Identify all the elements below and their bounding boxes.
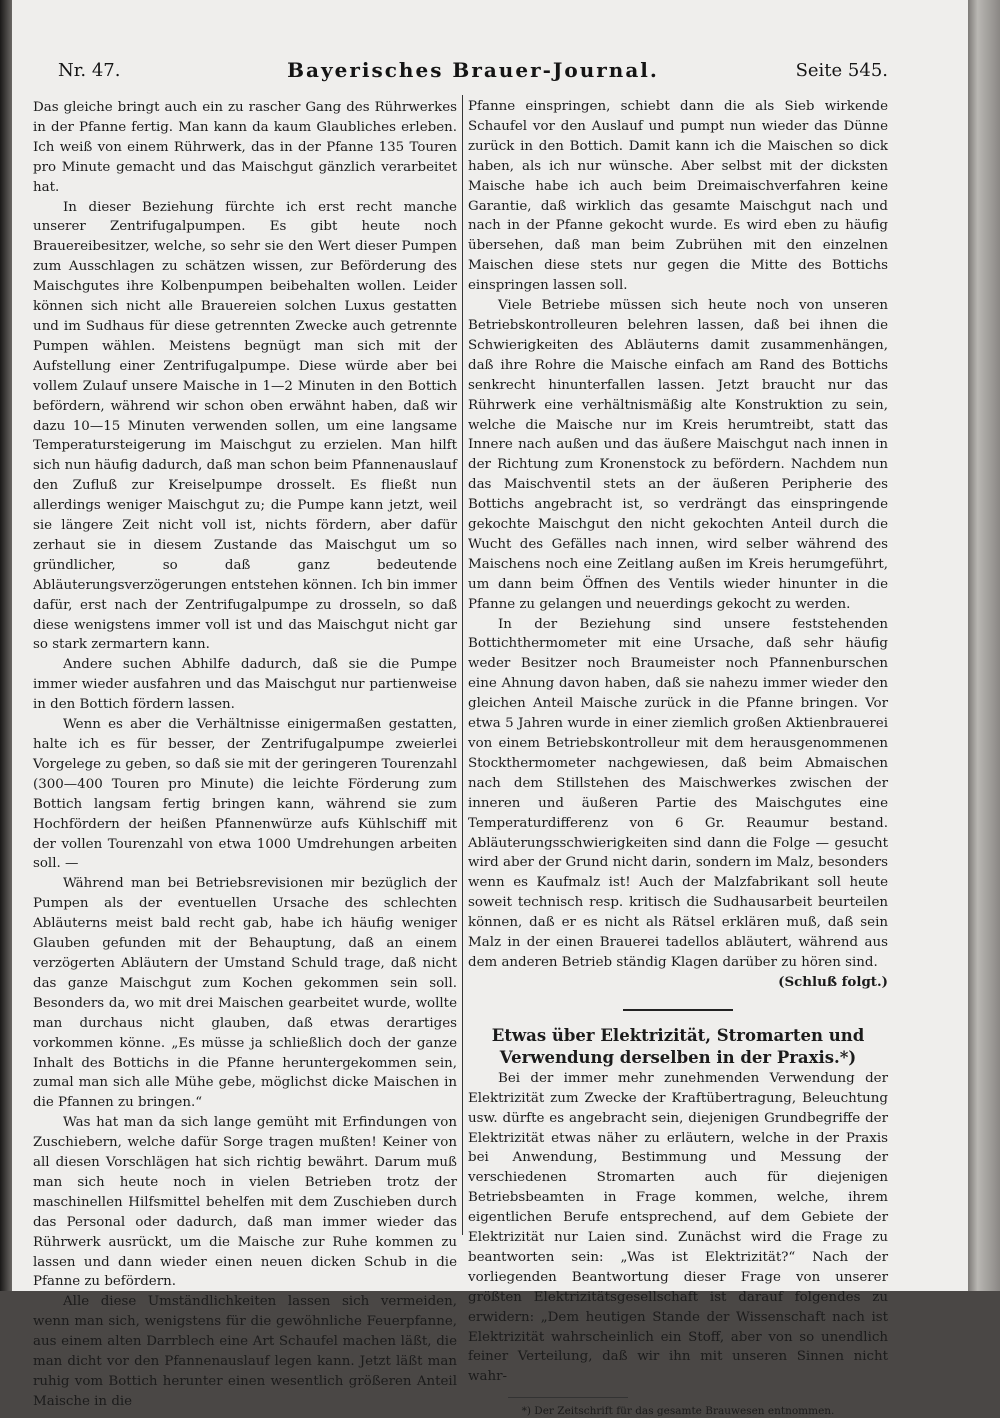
column-divider bbox=[462, 95, 463, 1235]
page-number: Seite 545. bbox=[795, 60, 888, 81]
paragraph: Wenn es aber die Verhältnisse einigermaßen gestatten, halte ich es für besser, der Zentrifugalpumpe zweierlei Vorgelege zu geben, so daß sie mit der geringeren Tourenzahl (300—400 Touren pro Minute) die leichte Förderung zum Bottich langsam fertig bringen kann, während sie zum Hochfördern der heißen Pfannenwürze aufs Kühlschiff mit der vollen Tourenzahl von etwa 1000 Umdrehungen arbeiten soll. — bbox=[33, 717, 457, 872]
journal-title: Bayerisches Brauer-Journal. bbox=[287, 58, 659, 82]
paragraph: Pfanne einspringen, schiebt dann die als Sieb wirkende Schaufel vor den Auslauf und pumpt nun wieder das Dünne zurück in den Bottich. Damit kann ich die Maischen so dick haben, als ich nur wünsche. Aber selbst mit der dicksten Maische habe ich auch beim Dreimaischverfahren keine Garantie, daß wirklich das gesamte Maischgut nach und nach in der Pfanne gekocht wurde. Es wird eben zu häufig übersehen, daß man beim Zubrühen mit den einzelnen Maischen diese stets nur gegen die Mitte des Bottichs einspringen lassen soll. bbox=[468, 99, 888, 294]
scan-left-shadow bbox=[0, 0, 12, 1291]
footnote: *) Der Zeitschrift für das gesamte Brauwesen entnommen. bbox=[521, 1405, 835, 1418]
journal-page bbox=[12, 0, 968, 1418]
paragraph: Das gleiche bringt auch ein zu rascher Gang des Rührwerkes in der Pfanne fertig. Man kann da kaum Glaubliches erleben. Ich weiß von einem Rührwerk, das in der Pfanne 135 Touren pro Minute gemacht und das Maischgut gänzlich verarbeitet hat. bbox=[33, 100, 457, 195]
issue-number: Nr. 47. bbox=[58, 60, 121, 81]
paragraph: In der Beziehung sind unsere feststehenden Bottichthermometer mit eine Ursache, daß sehr häufig weder Besitzer noch Braumeister noch Pfannenburschen eine Ahnung davon haben, daß sie nahezu immer wieder den gleichen Anteil Maische zurück in die Pfanne bringen. Vor etwa 5 Jahren wurde in einer ziemlich großen Aktienbrauerei von einem Betriebskontrolleur mit dem herausgenommenen Stockthermometer nachgewiesen, daß beim Abmaischen nach dem Stillstehen des Maischwerkes zwischen der inneren und äußeren Partie des Maischgutes eine Temperaturdifferenz von 6 Gr. Reaumur bestand. Abläuterungsschwierigkeiten sind dann die Folge — gesucht wird aber der Grund nicht darin, sondern im Malz, besonders wenn es Kaufmalz ist! Auch der Malzfabrikant soll heute soweit technisch resp. kritisch die Sudhausarbeit beurteilen können, daß er es nicht als Rätsel erklären muß, daß sein Malz in der einen Brauerei tadellos abläutert, während aus dem anderen Betrieb ständig Klagen darüber zu hören sind. bbox=[468, 616, 888, 970]
article-heading: Etwas über Elektrizität, Stromarten und Verwendung derselben in der Praxis.*) bbox=[491, 1025, 865, 1067]
paragraph: Was hat man da sich lange gemüht mit Erfindungen von Zuschiebern, welche dafür Sorge tragen mußten! Keiner von all diesen Vorschlägen hat sich richtig bewährt. Darum muß man sich heute noch in vielen Betrieben trotz der maschinellen Hilfsmittel behelfen mit dem Zuschieben durch das Personal oder dadurch, daß man immer wieder das Rührwerk ausrückt, um die Maische zur Ruhe kommen zu lassen und dann wieder einen neuen dicken Schub in die Pfanne zu befördern. bbox=[33, 1115, 457, 1290]
paragraph: Alle diese Umständlichkeiten lassen sich vermeiden, wenn man sich, wenigstens für die gewöhnliche Feuerpfanne, aus einem alten Darrblech eine Art Schaufel machen läßt, die man dicht vor den Pfannenauslauf legen kann. Jetzt läßt man ruhig vom Bottich herunter einen wesentlich größeren Anteil Maische in die bbox=[33, 1294, 457, 1409]
to-be-continued: (Schluß folgt.) bbox=[778, 973, 888, 990]
paragraph: In dieser Beziehung fürchte ich erst recht manche unserer Zentrifugalpumpen. Es gibt heute noch Brauereibesitzer, welche, so sehr sie den Wert dieser Pumpen zum Ausschlagen zu schätzen wissen, zur Beförderung des Maischgutes ihre Kolbenpumpen beibehalten wollen. Leider können sich nicht alle Brauereien solchen Luxus gestatten und im Sudhaus für diese getrennten Zwecke auch getrennte Pumpen wählen. Meistens begnügt man sich mit der Aufstellung einer Zentrifugalpumpe. Diese würde aber bei vollem Zulauf unsere Maische in 1—2 Minuten in den Bottich befördern, während wir schon oben erwähnt haben, daß wir dazu 10—15 Minuten verwenden sollen, um eine langsame Temperatursteigerung im Maischgut zu erzielen. Man hilft sich nun häufig dadurch, daß man schon beim Pfannenauslauf den Zufluß zur Kreiselpumpe drosselt. Es fließt nun allerdings weniger Maischgut zu; die Pumpe kann jetzt, weil sie längere Zeit nicht voll ist, nichts fördern, aber dafür zerhaut sie in diesem Zustande das Maischgut um so gründlicher, so daß ganz bedeutende Abläuterungsverzögerungen entstehen können. Ich bin immer dafür, erst nach der Zentrifugalpumpe zu drosseln, so daß diese wenigstens immer voll ist und das Maischgut nicht gar so stark zermartern kann. bbox=[33, 199, 457, 653]
paragraph: Bei der immer mehr zunehmenden Verwendung der Elektrizität zum Zwecke der Kraftübertragung, Beleuchtung usw. dürfte es angebracht sein, diejenigen Grundbegriffe der Elektrizität etwas näher zu erläutern, welche in der Praxis bei Anwendung, Bestimmung und Messung der verschiedenen Stromarten auch für diejenigen Betriebsbeamten in Frage kommen, welche, ihrem eigentlichen Berufe entsprechend, auf dem Gebiete der Elektrizität nur Laien sind. Zunächst wird die Frage zu beantworten sein: „Was ist Elektrizität?“ Nach der vorliegenden Beantwortung dieser Frage von unserer größten Elektrizitätsgesellschaft ist darauf folgendes zu erwidern: „Dem heutigen Stande der Wissenschaft nach ist Elektrizität wahrscheinlich ein Stoff, aber von so unendlich feiner Verteilung, daß wir ihn mit unseren Sinnen nicht wahr- bbox=[468, 1070, 888, 1385]
paragraph: Während man bei Betriebsrevisionen mir bezüglich der Pumpen als der eventuellen Ursache des schlechten Abläuterns meist bald recht gab, habe ich häufig weniger Glauben gefunden mit der Behauptung, daß an einem verzögerten Abläutern der Umstand Schuld trage, daß nicht das ganze Maischgut zum Kochen gekommen sein soll. Besonders da, wo mit drei Maischen gearbeitet wurde, wollte man durchaus nicht glauben, daß etwas derartiges vorkommen könne. „Es müsse ja schließlich doch der ganze Inhalt des Bottichs in die Pfanne heruntergekommen sein, zumal man sich alle Mühe gebe, möglichst dicke Maischen in die Pfannen zu bringen.“ bbox=[33, 876, 457, 1111]
right-column bbox=[468, 97, 888, 1418]
scan-right-edge bbox=[968, 0, 1000, 1291]
paragraph: Viele Betriebe müssen sich heute noch von unseren Betriebskontrolleuren belehren lassen, daß bei ihnen die Schwierigkeiten des Abläuterns damit zusammenhängen, daß ihre Rohre die Maische einfach am Rand des Bottichs senkrecht hinunterfallen lassen. Jetzt braucht nur das Rührwerk eine verhältnismäßig alte Konstruktion zu sein, welche die Maische nur im Kreis herumtreibt, statt das Innere nach außen und das äußere Maischgut nach innen in der Richtung zum Kronenstock zu befördern. Nachdem nun das Maischventil stets an der äußeren Peripherie des Bottichs angebracht ist, so verdrängt das einspringende gekochte Maischgut den nicht gekochten Anteil durch die Wucht des Gefälles nach innen, wird selber während des Maischens noch eine Zeitlang außen im Kreis herumgeführt, um dann beim Öffnen des Ventils wieder hinunter in die Pfanne zu gelangen und neuerdings gekocht zu werden. bbox=[468, 298, 888, 612]
page-header bbox=[58, 58, 888, 90]
paragraph: Andere suchen Abhilfe dadurch, daß sie die Pumpe immer wieder ausfahren und das Maischgut nur partienweise in den Bottich fördern lassen. bbox=[33, 657, 457, 713]
footnote-rule bbox=[508, 1397, 628, 1398]
left-column bbox=[33, 98, 457, 1412]
section-divider bbox=[623, 1009, 733, 1011]
